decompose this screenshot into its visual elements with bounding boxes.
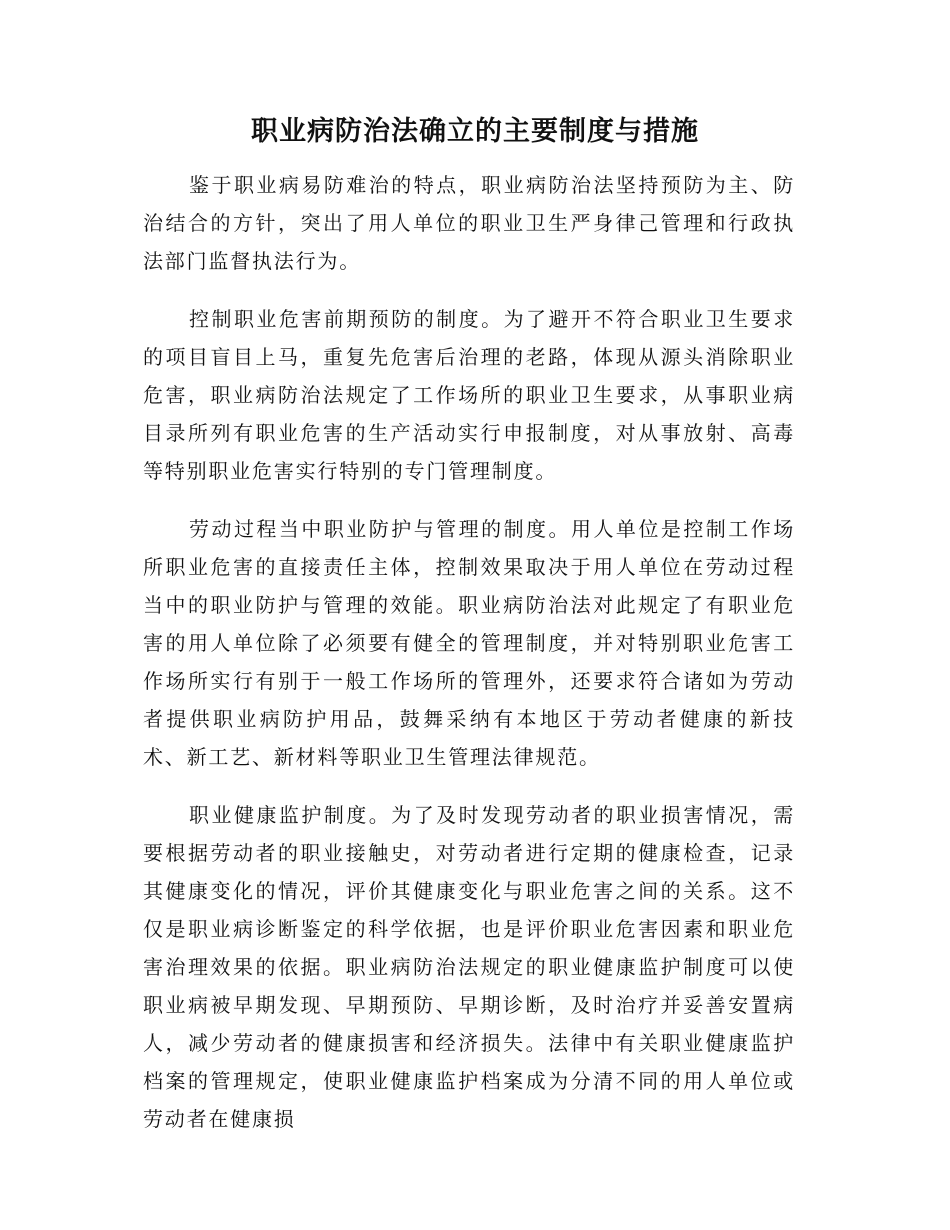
paragraph-labor-protection: 劳动过程当中职业防护与管理的制度。用人单位是控制工作场所职业危害的直接责任主体，控制效果取决于用人单位在劳动过程当中的职业防护与管理的效能。职业病防治法对此规定了有职业危害的用人单位除了必须要有健全的管理制度，并对特别职业危害工作场所实行有别于一般工作场所的管理外，还要求符合诸如为劳动者提供职业病防护用品，鼓舞采纳有本地区于劳动者健康的新技术、新工艺、新材料等职业卫生管理法律规范。 (143, 517, 795, 769)
document-title: 职业病防治法确立的主要制度与措施 (251, 116, 699, 147)
paragraph-health-monitoring: 职业健康监护制度。为了及时发现劳动者的职业损害情况，需要根据劳动者的职业接触史，对劳动者进行定期的健康检查，记录其健康变化的情况，评价其健康变化与职业危害之间的关系。这不仅是职业病诊断鉴定的科学依据，也是评价职业危害因素和职业危害治理效果的依据。职业病防治法规定的职业健康监护制度可以使职业病被早期发现、早期预防、早期诊断，及时治疗并妥善安置病人，减少劳动者的健康损害和经济损失。法律中有关职业健康监护档案的管理规定，使职业健康监护档案成为分清不同的用人单位或劳动者在健康损 (143, 803, 795, 1131)
paragraph-intro: 鉴于职业病易防难治的特点，职业病防治法坚持预防为主、防治结合的方针，突出了用人单位的职业卫生严身律己管理和行政执法部门监督执法行为。 (143, 173, 795, 273)
document-body (143, 166, 795, 1158)
paragraph-preventive-control: 控制职业危害前期预防的制度。为了避开不符合职业卫生要求的项目盲目上马，重复先危害后治理的老路，体现从源头消除职业危害，职业病防治法规定了工作场所的职业卫生要求，从事职业病目录所列有职业危害的生产活动实行申报制度，对从事放射、高毒等特别职业危害实行特别的专门管理制度。 (143, 307, 795, 483)
